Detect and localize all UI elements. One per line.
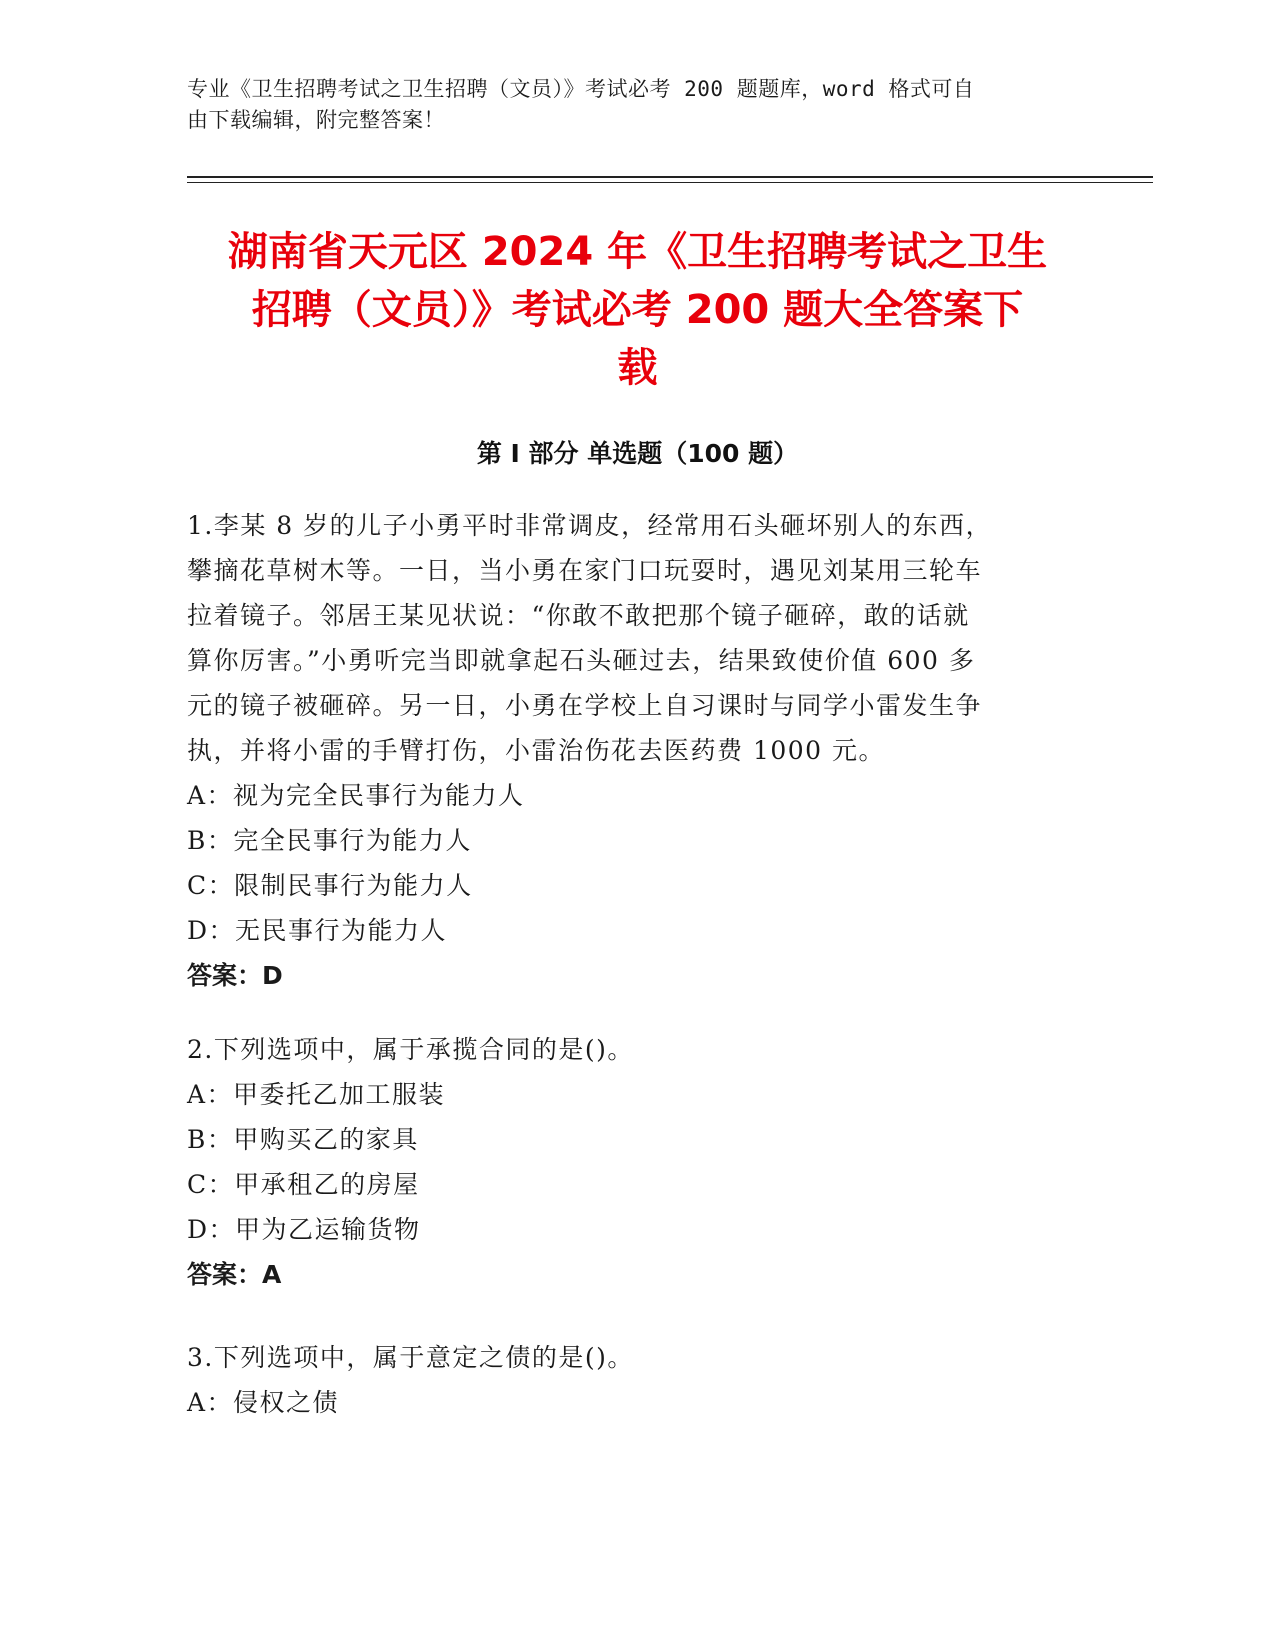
question-text — [187, 1027, 1087, 1072]
question-text-line: 攀摘花草树木等。一日，当小勇在家门口玩耍时，遇见刘某用三轮车 — [187, 556, 983, 585]
option-d: D：无民事行为能力人 — [187, 916, 448, 945]
header-note-line: 由下载编辑，附完整答案！ — [187, 108, 445, 132]
answer: 答案：D — [187, 961, 283, 990]
question-1 — [187, 503, 1087, 998]
option-d: D：甲为乙运输货物 — [187, 1215, 421, 1244]
document-title-line: 湖南省天元区 2024 年《卫生招聘考试之卫生 — [227, 229, 1048, 275]
document-title — [150, 223, 1125, 397]
question-text — [187, 503, 1087, 773]
answer: 答案：A — [187, 1260, 282, 1289]
header-divider-thick — [187, 176, 1153, 178]
header-note — [187, 74, 1087, 136]
option-a: A：视为完全民事行为能力人 — [187, 781, 525, 810]
header-divider-thin — [187, 182, 1153, 183]
document-title-line: 载 — [617, 345, 658, 391]
option-a: A：甲委托乙加工服装 — [187, 1080, 446, 1109]
option-b: B：完全民事行为能力人 — [187, 826, 472, 855]
question-text-line: 拉着镜子。邻居王某见状说：“你敢不敢把那个镜子砸碎，敢的话就 — [187, 601, 970, 630]
question-text-line: 元的镜子被砸碎。另一日，小勇在学校上自习课时与同学小雷发生争 — [187, 691, 983, 720]
option-b: B：甲购买乙的家具 — [187, 1125, 419, 1154]
question-3 — [187, 1335, 1087, 1425]
question-text-line: 执，并将小雷的手臂打伤，小雷治伤花去医药费 1000 元。 — [187, 736, 886, 765]
question-text-line: 3.下列选项中，属于意定之债的是()。 — [187, 1343, 634, 1372]
question-text-line: 算你厉害。”小勇听完当即就拿起石头砸过去，结果致使价值 600 多 — [187, 646, 976, 675]
question-text — [187, 1335, 1087, 1380]
question-2 — [187, 1027, 1087, 1297]
document-title-line: 招聘（文员）》考试必考 200 题大全答案下 — [251, 287, 1024, 333]
header-note-line: 专业《卫生招聘考试之卫生招聘（文员）》考试必考 200 题题库，word 格式可自 — [187, 77, 975, 101]
question-text-line: 2.下列选项中，属于承揽合同的是()。 — [187, 1035, 634, 1064]
option-c: C：甲承租乙的房屋 — [187, 1170, 420, 1199]
option-a: A：侵权之债 — [187, 1388, 340, 1417]
question-text-line: 1.李某 8 岁的儿子小勇平时非常调皮，经常用石头砸坏别人的东西， — [187, 511, 993, 540]
section-title: 第 I 部分 单选题（100 题） — [476, 439, 799, 468]
option-c: C：限制民事行为能力人 — [187, 871, 473, 900]
